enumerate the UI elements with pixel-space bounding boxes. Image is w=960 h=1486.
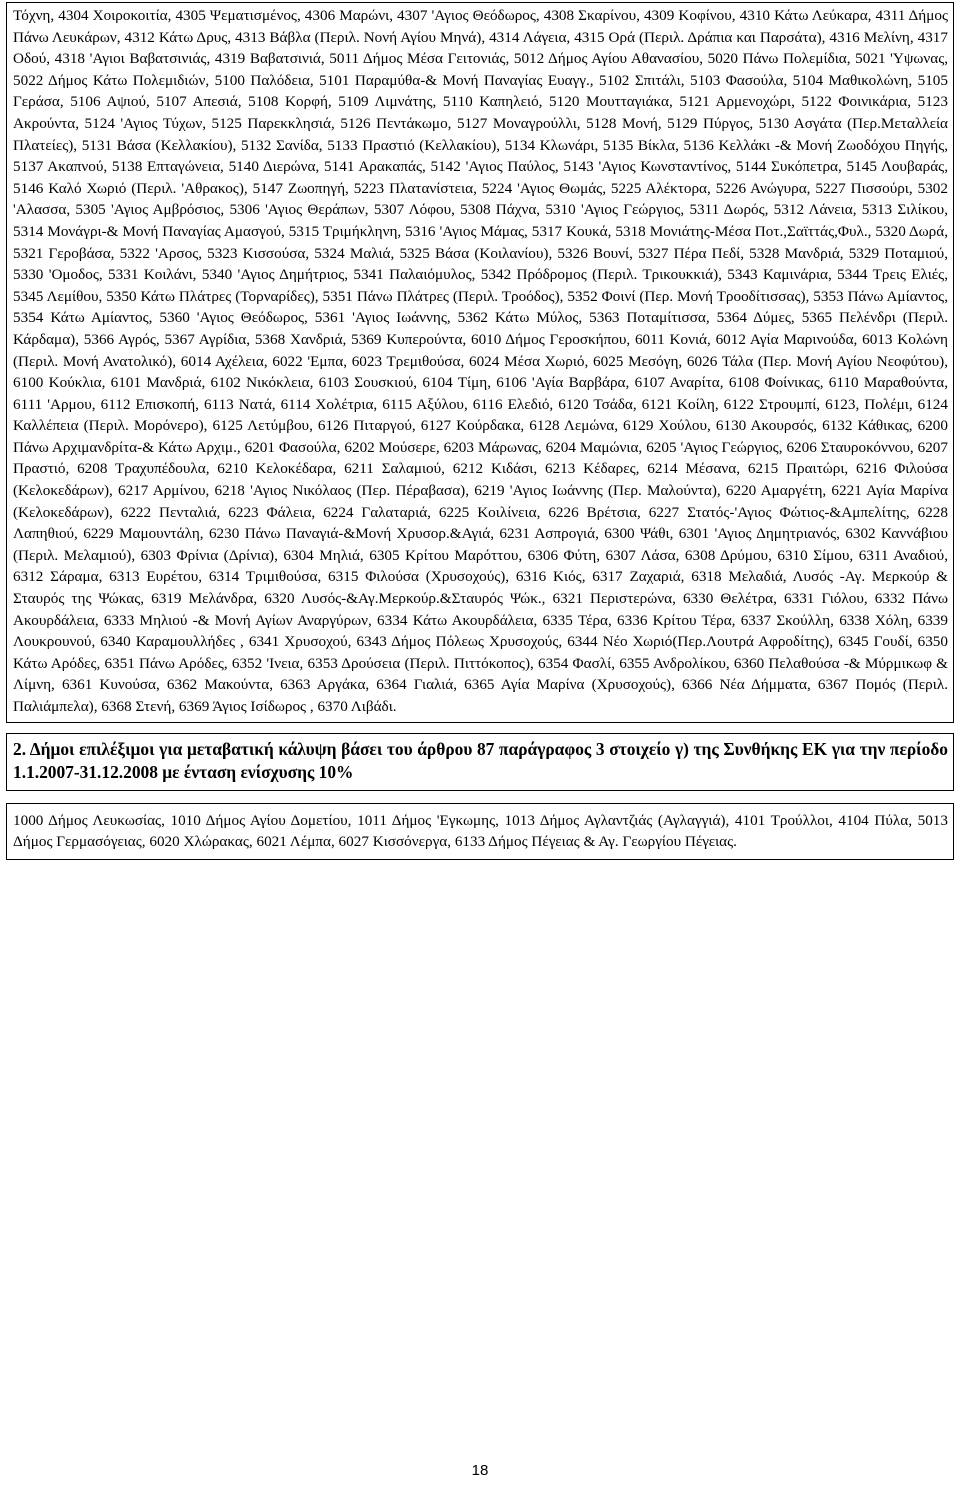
locality-list-text: Τόχνη, 4304 Χοιροκοιτία, 4305 Ψεματισμένος, 4306 Μαρώνι, 4307 'Αγιος Θεόδωρος, 4308 Σκαρίνου, 4309 Κοφίνου, 4310 Κάτω Λεύκαρα, 4311 Δήμος Πάνω Λευκάρων, 4312 Κάτω Δρυς, 4313 Βάβλα (Περιλ. Νονή Αγίου Μηνά), 4314 Λάγεια, 4315 Ορά (Περιλ. Δράπια και Παρσάτα), 4316 Μελίνη, 4317 Οδού, 4318 'Αγιοι Βαβατσινιάς, 4319 Βαβατσινιά, 5011 Δήμος Μέσα Γειτονιάς, 5012 Δήμος Αγίου Αθανασίου, 5020 Πάνω Πολεμίδια, 5021 'Υψωνας, 5022 Δήμος Κάτω Πολεμιδιών, 5100 Παλόδεια, 5101 Παραμύθα-& Μονή Παναγίας Ευαγγ., 5102 Σπιτάλι, 5103 Φασούλα, 5104 Μαθικολώνη, 5105 Γεράσα, 5106 Αψιού, 5107 Απεσιά, 5108 Κορφή, 5109 Λιμνάτης, 5110 Καπηλειό, 5120 Μουτταγιάκα, 5121 Αρμενοχώρι, 5122 Φοινικάρια, 5123 Ακρούντα, 5124 'Αγιος Τύχων, 5125 Παρεκκλησιά, 5126 Πεντάκωμο, 5127 Μοναγρούλλι, 5128 Μονή, 5129 Πύργος, 5130 Ασγάτα (Περ.Μεταλλεία Πλατείες), 5131 Βάσα (Κελλακίου), 5132 Σανίδα, 5133 Πραστιό (Κελλακίου), 5134 Κλωνάρι, 5135 Βίκλα, 5136 Κελλάκι -& Μονή Ζωοδόχου Πηγής, 5137 Ακαπνού, 5138 Επταγώνεια, 5140 Διερώνα, 5141 Αρακαπάς, 5142 'Αγιος Παύλος, 5143 'Αγιος Κωνσταντίνος, 5144 Συκόπετρα, 5145 Λουβαράς, 5146 Καλό Χωριό (Περιλ. 'Αθρακος), 5147 Ζωοπηγή, 5223 Πλατανίστεια, 5224 'Αγιος Θωμάς, 5225 Αλέκτορα, 5226 Ανώγυρα, 5227 Πισσούρι, 5302 'Αλασσα, 5305 'Αγιος Αμβρόσιος, 5306 'Αγιος Θεράπων, 5307 Λόφου, 5308 Πάχνα, 5310 'Αγιος Γεώργιος, 5311 Δωρός, 5312 Λάνεια, 5313 Σιλίκου, 5314 Μονάγρι-& Μονή Παναγίας Αμασγού, 5315 Τριμήκληνη, 5316 'Αγιος Μάμας, 5317 Κουκά, 5318 Μονιάτης-Μέσα Ποτ.,Σαϊττάς,Φυλ., 5320 Δωρά, 5321 Γεροβάσα, 5322 'Αρσος, 5323 Κισσούσα, 5324 Μαλιά, 5325 Βάσα (Κοιλανίου), 5326 Βουνί, 5327 Πέρα Πεδί, 5328 Μανδριά, 5329 Ποταμιού, 5330 'Ομοδος, 5331 Κοιλάνι, 5340 'Αγιος Δημήτριος, 5341 Παλαιόμυλος, 5342 Πρόδρομος (Περιλ. Τρικουκκιά), 5343 Καμινάρια, 5344 Τρεις Ελιές, 5345 Λεμίθου, 5350 Κάτω Πλάτρες (Τορναρίδες), 5351 Πάνω Πλάτρες (Περιλ. Τροόδος), 5352 Φοινί (Περ. Μονή Τροοδίτισσας), 5353 Πάνω Αμίαντος, 5354 Κάτω Αμίαντος, 5360 'Αγιος Θεόδωρος, 5361 'Αγιος Ιωάννης, 5362 Κάτω Μύλος, 5363 Ποταμίτισσα, 5364 Δύμες, 5365 Πελένδρι (Περιλ. Κάρδαμα), 5366 Αγρός, 5367 Αγρίδια, 5368 Χανδριά, 5369 Κυπερούντα, 6010 Δήμος Γεροσκήπου, 6011 Κονιά, 6012 Αγία Μαρινούδα, 6013 Κολώνη (Περιλ. Μονή Ανατολικό), 6014 Αχέλεια, 6022 'Εμπα, 6023 Τρεμιθούσα, 6024 Μέσα Χωριό, 6025 Μεσόγη, 6026 Τάλα (Περ. Μονή Αγίου Νεοφύτου), 6100 Κούκλια, 6101 Μανδριά, 6102 Νικόκλεια, 6103 Σουσκιού, 6104 Τίμη, 6106 'Αγία Βαρβάρα, 6107 Αναρίτα, 6108 Φοίνικας, 6110 Μαραθούντα, 6111 'Αρμου, 6112 Επισκοπή, 6113 Νατά, 6114 Χολέτρια, 6115 Αξύλου, 6116 Ελεδιό, 6120 Τσάδα, 6121 Κοίλη, 6122 Στρουμπί, 6123, Πολέμι, 6124 Καλλέπεια (Περιλ. Μορόνερο), 6125 Λετύμβου, 6126 Πιταργού, 6127 Κούρδακα, 6128 Λεμώνα, 6129 Χούλου, 6130 Ακουρσός, 6132 Κάθικας, 6200 Πάνω Αρχιμανδρίτα-& Κάτω Αρχιμ., 6201 Φασούλα, 6202 Μούσερε, 6203 Μάρωνας, 6204 Μαμώνια, 6205 'Αγιος Γεώργιος, 6206 Σταυροκόννου, 6207 Πραστιό, 6208 Τραχυπέδουλα, 6210 Κελοκέδαρα, 6211 Σαλαμιού, 6212 Κιδάσι, 6213 Κέδαρες, 6214 Μέσανα, 6215 Πραιτώρι, 6216 Φιλούσα (Κελοκεδάρων), 6217 Αρμίνου, 6218 'Αγιος Νικόλαος (Περ. Πέραβασα), 6219 'Αγιος Ιωάννης (Περ. Μαλούντα), 6220 Αμαργέτη, 6221 Αγία Μαρίνα (Κελοκεδάρων), 6222 Πενταλιά, 6223 Φάλεια, 6224 Γαλαταριά, 6225 Κοιλίνεια, 6226 Βρέτσια, 6227 Στατός-'Αγιος Φώτιος-&Αμπελίτης, 6228 Λαπηθιού, 6229 Μαμουντάλη, 6230 Πάνω Παναγιά-&Μονή Χρυσορ.&Αγιά, 6231 Ασπρογιά, 6300 Ψάθι, 6301 'Αγιος Δημητριανός, 6302 Καννάβιου (Περιλ. Μελαμιού), 6303 Φρίνια (Δρίνια), 6304 Μηλιά, 6305 Κρίτου Μαρόττου, 6306 Φύτη, 6307 Λάσα, 6308 Δρύμου, 6310 Σίμου, 6311 Αναδιού, 6312 Σάραμα, 6313 Ευρέτου, 6314 Τριμιθούσα, 6315 Φιλούσα (Χρυσοχούς), 6316 Κιός, 6317 Ζαχαριά, 6318 Μελαδιά, Λυσός -Αγ. Μερκούρ & Σταυρός της Ψώκας, 6319 Μελάνδρα, 6320 Λυσός-&Αγ.Μερκούρ.&Σταυρός Ψώκ., 6321 Περιστερώνα, 6330 Θελέτρα, 6331 Γιόλου, 6332 Πάνω Ακουρδάλεια, 6333 Μηλιού -& Μονή Αγίων Αναργύρων, 6334 Κάτω Ακουρδάλεια, 6335 Τέρα, 6336 Κρίτου Τέρα, 6337 Σκούλλη, 6338 Χόλη, 6339 Λουκρουνού, 6340 Καραμουλλήδες , 6341 Χρυσοχού, 6343 Δήμος Πόλεως Χρυσοχούς, 6344 Νέο Χωριό(Περ.Λουτρά Αφροδίτης), 6345 Γουδί, 6350 Κάτω Αρόδες, 6351 Πάνω Αρόδες, 6352 'Ινεια, 6353 Δρούσεια (Περιλ. Πιττόκοπος), 6354 Φασλί, 6355 Ανδρολίκου, 6360 Πελαθούσα -& Μύρμικωφ & Λίμνη, 6361 Κυνούσα, 6362 Μακούντα, 6363 Αργάκα, 6364 Γιαλιά, 6365 Αγία Μαρίνα (Χρυσοχούς), 6366 Νέα Δήμματα, 6367 Πομός (Περιλ. Παλιάμπελα), 6368 Στενή, 6369 Άγιος Ισίδωρος , 6370 Λιβάδι. — [13, 7, 948, 715]
locality-list-box — [6, 2, 954, 723]
section-heading: 2. Δήμοι επιλέξιμοι για μεταβατική κάλυψη βάσει του άρθρου 87 παράγραφος 3 στοιχείο γ) της Συνθήκης ΕΚ για την περίοδο 1.1.2007-31.12.2008 με ένταση ενίσχυσης 10% — [13, 738, 948, 782]
transitional-list-text: 1000 Δήμος Λευκωσίας, 1010 Δήμος Αγίου Δομετίου, 1011 Δήμος 'Εγκωμης, 1013 Δήμος Αγλαντζιάς (Αγλαγγιά), 4101 Τρούλλοι, 4104 Πύλα, 5013 Δήμος Γερμασόγειας, 6020 Χλώρακας, 6021 Λέμπα, 6027 Κισσόνεργα, 6133 Δήμος Πέγειας & Αγ. Γεωργίου Πέγειας. — [13, 811, 948, 851]
section2-block — [6, 733, 954, 791]
page-number: 18 — [471, 1462, 489, 1479]
document-page — [6, 2, 954, 860]
transitional-list-box — [6, 803, 954, 860]
section-heading-box — [6, 734, 954, 791]
